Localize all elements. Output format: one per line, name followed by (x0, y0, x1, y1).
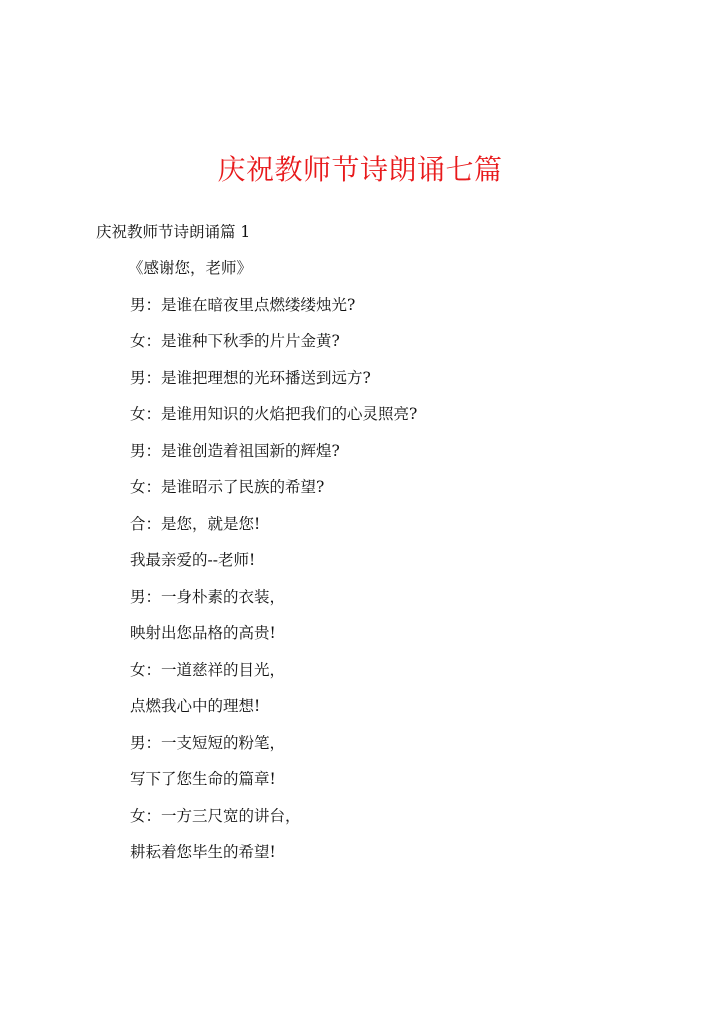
poem-line: 映射出您品格的高贵! (130, 624, 276, 642)
poem-line: 合：是您，就是您! (130, 514, 261, 533)
poem-body (130, 256, 417, 877)
poem-title: 《感谢您，老师》 (128, 259, 253, 277)
section-heading: 庆祝教师节诗朗诵篇 1 (96, 223, 251, 241)
page-title: 庆祝教师节诗朗诵七篇 (217, 153, 503, 186)
poem-line: 男：一支短短的粉笔， (130, 733, 286, 752)
poem-line: 我最亲爱的--老师! (130, 551, 256, 569)
poem-line: 男：是谁把理想的光环播送到远方? (130, 368, 371, 387)
poem-line: 男：一身朴素的衣装， (130, 587, 286, 606)
poem-line: 女：是谁昭示了民族的希望? (130, 478, 325, 496)
poem-line: 写下了您生命的篇章! (130, 770, 276, 788)
poem-line: 点燃我心中的理想! (130, 697, 261, 715)
poem-line: 女：一道慈祥的目光， (130, 660, 286, 679)
poem-line: 女：一方三尺宽的讲台， (130, 806, 301, 825)
poem-line: 男：是谁创造着祖国新的辉煌? (130, 441, 340, 460)
poem-line: 女：是谁种下秋季的片片金黄? (130, 332, 340, 350)
poem-line: 耕耘着您毕生的希望! (130, 843, 276, 861)
poem-line: 男：是谁在暗夜里点燃缕缕烛光? (130, 295, 356, 314)
poem-line: 女：是谁用知识的火焰把我们的心灵照亮? (130, 405, 418, 423)
